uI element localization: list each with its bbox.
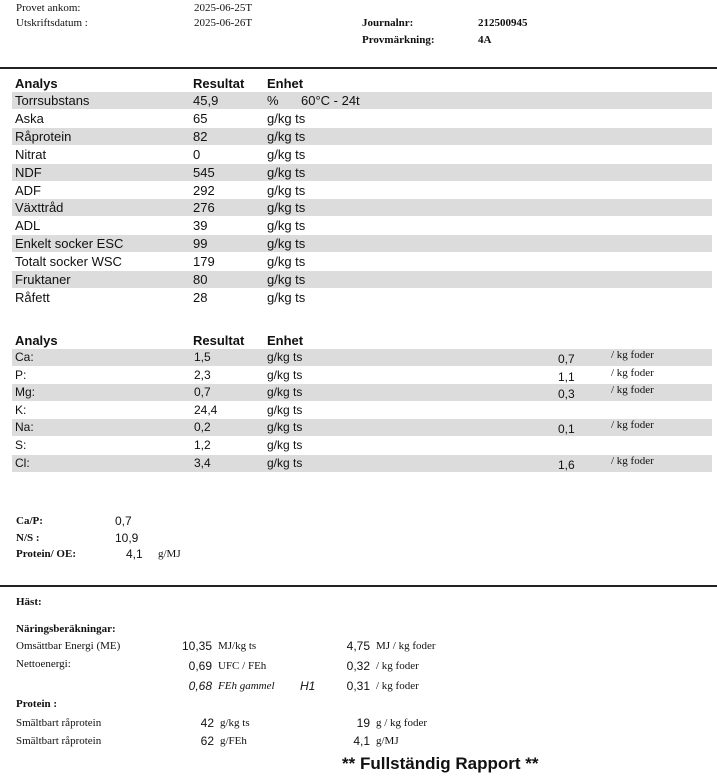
row-resultat: 0: [193, 146, 201, 162]
gammel-value: 0,68: [188, 679, 212, 693]
smalt1-foder-value: 19: [356, 716, 370, 730]
row-analys: Ca:: [15, 350, 34, 364]
row-analys: Fruktaner: [15, 272, 71, 287]
me-value: 10,35: [181, 639, 212, 653]
smalt1-unit: g/kg ts: [220, 717, 250, 729]
row-resultat: 80: [193, 272, 208, 287]
row-analys: Cl:: [15, 455, 30, 470]
row-enhet: g/kg ts: [267, 254, 306, 270]
row-resultat: 1,5: [194, 350, 211, 364]
row-resultat: 545: [193, 164, 215, 180]
row-foder-value: 0,7: [558, 352, 575, 366]
row-enhet: g/kg ts: [267, 182, 306, 198]
row-analys: Aska: [15, 110, 44, 126]
row-foder-value: 1,6: [558, 457, 575, 472]
row-enhet: %: [267, 93, 279, 108]
protein-oe-unit: g/MJ: [158, 548, 181, 560]
table-row: [12, 384, 712, 401]
row-resultat: 0,7: [194, 385, 211, 400]
row-enhet: g/kg ts: [267, 272, 306, 287]
row-foder-unit: / kg foder: [611, 454, 654, 467]
n-s-value: 10,9: [115, 531, 139, 545]
table-row: [12, 289, 712, 306]
row-enhet: g/kg ts: [267, 438, 303, 452]
row-enhet: g/kg ts: [267, 236, 306, 252]
row-enhet: g/kg ts: [267, 146, 306, 162]
ca-p-value: 0,7: [115, 514, 132, 528]
table-row: [12, 235, 712, 252]
protein-oe-value: 4,1: [126, 547, 143, 561]
row-analys: Mg:: [15, 385, 36, 400]
row-resultat: 99: [193, 236, 208, 252]
provmarkning-value: 4A: [478, 34, 492, 46]
table-row: [12, 349, 712, 366]
row-analys: ADL: [15, 218, 41, 234]
row-analys: P:: [15, 367, 27, 382]
row-enhet: g/kg ts: [267, 128, 306, 144]
table2-header-enhet: Enhet: [267, 333, 304, 348]
naring-title: Näringsberäkningar:: [16, 623, 116, 635]
row-foder-unit: / kg foder: [611, 349, 654, 361]
table2-header-resultat: Resultat: [193, 333, 245, 348]
ca-p-label: Ca/P:: [16, 515, 43, 527]
table-row: [12, 271, 712, 288]
table-row: [12, 92, 712, 109]
n-s-label: N/S :: [16, 532, 40, 544]
gammel-foder-value: 0,31: [346, 679, 370, 693]
row-resultat: 28: [193, 289, 208, 305]
row-resultat: 179: [193, 254, 215, 270]
row-enhet: g/kg ts: [267, 200, 306, 216]
row-enhet: g/kg ts: [267, 385, 303, 400]
row-analys: Totalt socker WSC: [15, 254, 122, 270]
row-foder-unit: / kg foder: [611, 419, 654, 432]
me-label: Omsättbar Energi (ME): [16, 640, 121, 652]
row-analys: Enkelt socker ESC: [15, 236, 124, 252]
table-row: [12, 217, 712, 234]
me-foder-value: 4,75: [346, 639, 370, 653]
row-resultat: 82: [193, 128, 208, 144]
table-row: [12, 128, 712, 145]
journalnr-label: Journalnr:: [362, 17, 414, 29]
row-analys: Råprotein: [15, 128, 72, 144]
smalt2-foder-value: 4,1: [353, 734, 370, 748]
row-enhet: g/kg ts: [267, 164, 306, 180]
row-foder-unit: / kg foder: [611, 366, 654, 379]
row-enhet: g/kg ts: [267, 367, 303, 382]
provmarkning-label: Provmärkning:: [362, 34, 435, 46]
section-divider: [0, 585, 717, 587]
row-enhet: g/kg ts: [267, 350, 303, 364]
table-row: [12, 110, 712, 127]
table-row: [12, 199, 712, 216]
row-enhet: g/kg ts: [267, 455, 303, 470]
utskriftsdatum-value: 2025-06-26T: [194, 17, 253, 29]
row-analys: Nitrat: [15, 146, 47, 162]
row-resultat: 292: [193, 182, 215, 198]
gammel-unit: FEh gammel: [218, 680, 275, 692]
table1-header-analys: Analys: [15, 76, 58, 91]
row-analys: K:: [15, 402, 27, 417]
me-foder-unit: MJ / kg foder: [376, 640, 436, 652]
row-enhet: g/kg ts: [267, 110, 306, 126]
smalt2-value: 62: [200, 734, 214, 748]
smalt2-foder-unit: g/MJ: [376, 735, 399, 747]
row-resultat: 39: [193, 218, 208, 234]
utskriftsdatum-label: Utskriftsdatum :: [16, 17, 88, 29]
table-row: [12, 367, 712, 384]
row-analys: Torrsubstans: [15, 93, 90, 108]
smalt2-unit: g/FEh: [220, 735, 247, 747]
smalt1-value: 42: [200, 716, 214, 730]
protein-oe-label: Protein/ OE:: [16, 548, 76, 560]
table2-header-analys: Analys: [15, 333, 58, 348]
row-foder-value: 0,1: [558, 422, 575, 437]
row-enhet: g/kg ts: [267, 218, 306, 234]
table-row: [12, 402, 712, 419]
row-foder-value: 1,1: [558, 369, 575, 384]
row-analys: NDF: [15, 164, 42, 180]
smalt1-label: Smältbart råprotein: [16, 717, 102, 729]
table-row: [12, 455, 712, 472]
gammel-foder-unit: / kg foder: [376, 680, 419, 692]
row-resultat: 65: [193, 110, 208, 126]
table-row: [12, 253, 712, 270]
row-resultat: 1,2: [194, 438, 211, 452]
row-analys: Na:: [15, 420, 34, 435]
table-row: [12, 146, 712, 163]
header-divider: [0, 67, 717, 69]
report-footer: ** Fullständig Rapport **: [342, 754, 539, 773]
row-extra: 60°C - 24t: [301, 93, 360, 108]
row-analys: ADF: [15, 182, 41, 198]
smalt1-foder-unit: g / kg foder: [376, 717, 428, 729]
table1-header-enhet: Enhet: [267, 76, 304, 91]
me-unit: MJ/kg ts: [218, 640, 257, 652]
row-resultat: 0,2: [194, 420, 211, 435]
row-enhet: g/kg ts: [267, 289, 306, 305]
hast-title: Häst:: [16, 596, 42, 608]
row-analys: Växttråd: [15, 200, 64, 216]
protein-title: Protein :: [16, 698, 58, 710]
row-analys: Råfett: [15, 289, 50, 305]
journalnr-value: 212500945: [478, 17, 528, 29]
table-row: [12, 437, 712, 454]
row-resultat: 45,9: [193, 93, 219, 108]
row-resultat: 3,4: [194, 455, 211, 470]
row-enhet: g/kg ts: [267, 420, 303, 435]
row-resultat: 276: [193, 200, 215, 216]
netto-label: Nettoenergi:: [16, 658, 71, 670]
row-foder-unit: / kg foder: [611, 384, 654, 397]
provet-ankom-value: 2025-06-25T: [194, 2, 253, 14]
table-row: [12, 419, 712, 436]
gammel-code: H1: [300, 679, 316, 693]
row-analys: S:: [15, 438, 27, 452]
row-enhet: g/kg ts: [267, 402, 303, 417]
row-resultat: 2,3: [194, 367, 211, 382]
table-row: [12, 182, 712, 199]
table-row: [12, 164, 712, 181]
netto-unit: UFC / FEh: [218, 660, 267, 672]
netto-foder-unit: / kg foder: [376, 660, 419, 672]
row-foder-value: 0,3: [558, 387, 575, 402]
netto-value: 0,69: [188, 659, 212, 673]
netto-foder-value: 0,32: [346, 659, 370, 673]
row-resultat: 24,4: [194, 402, 218, 417]
provet-ankom-label: Provet ankom:: [16, 2, 81, 14]
table1-header-resultat: Resultat: [193, 76, 245, 91]
smalt2-label: Smältbart råprotein: [16, 735, 102, 747]
